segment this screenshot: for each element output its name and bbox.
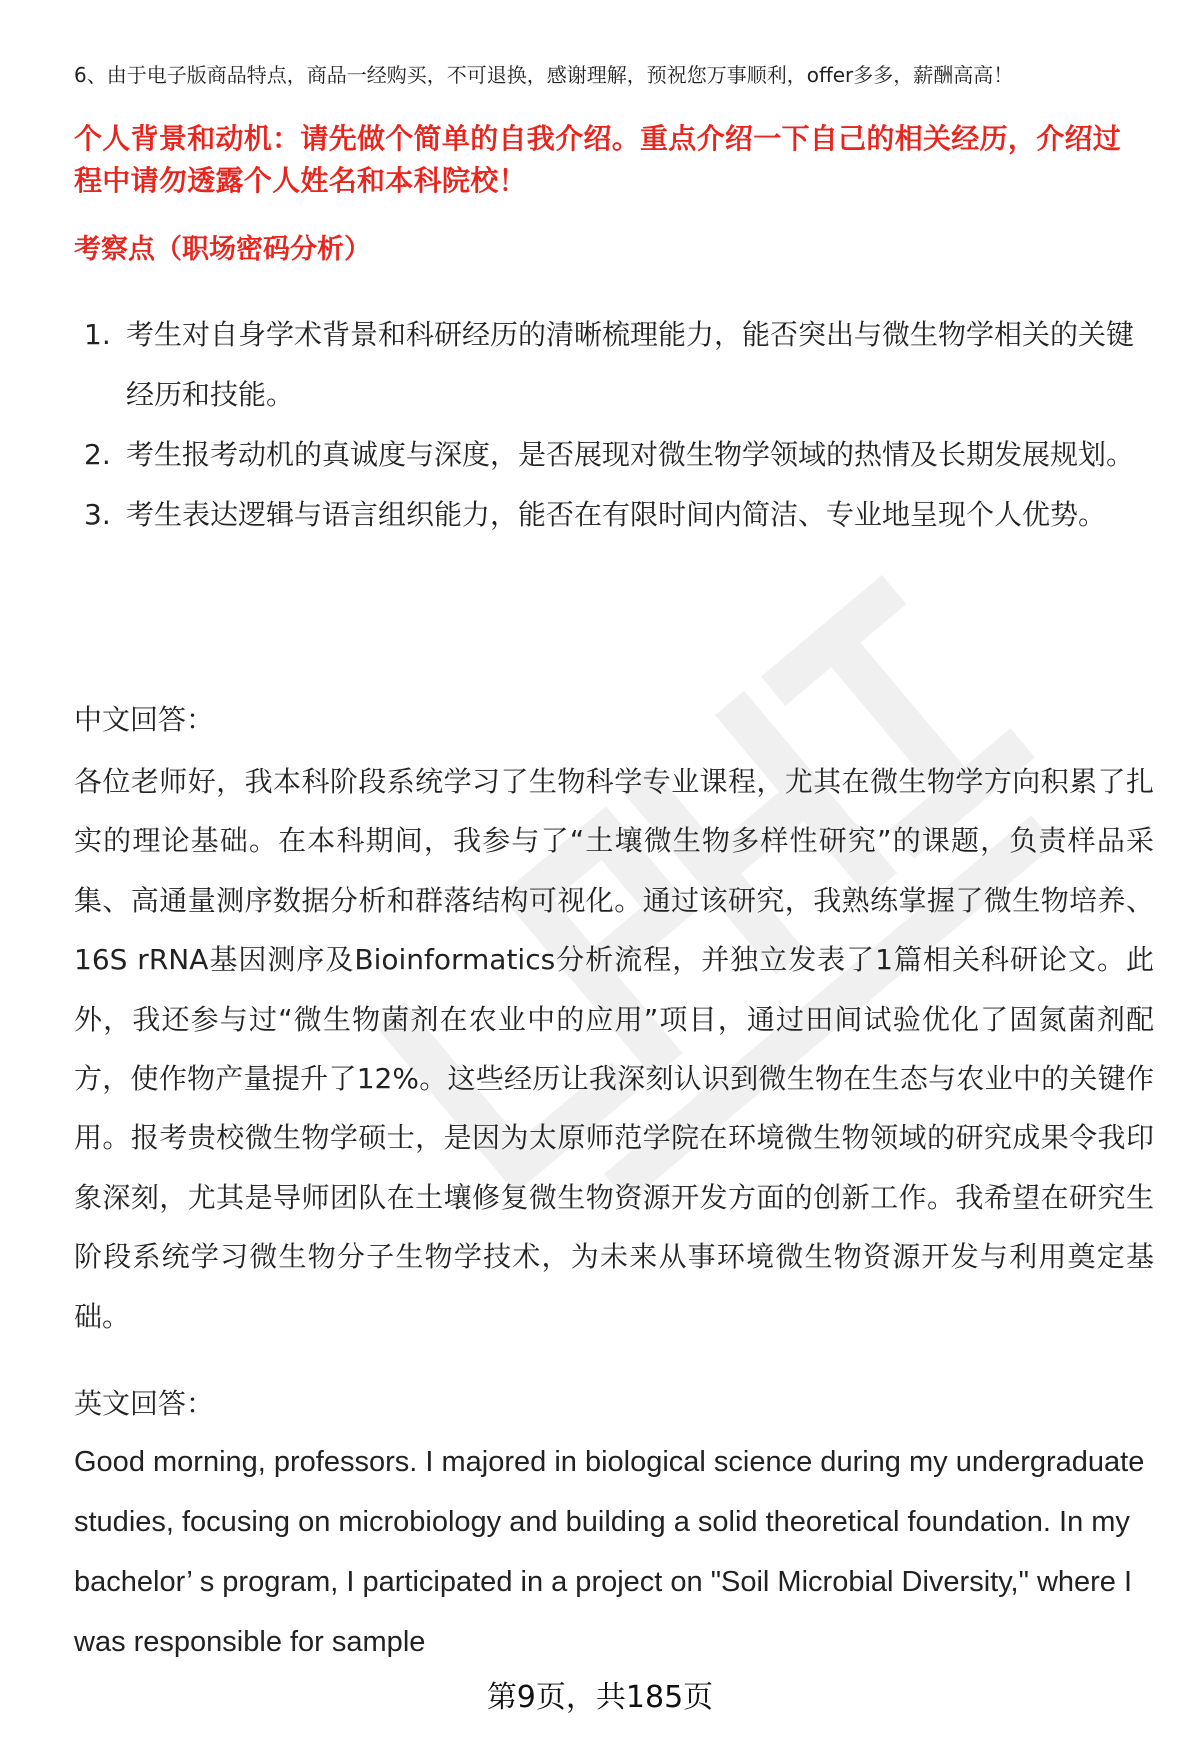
chinese-answer-label: 中文回答： [74, 703, 215, 736]
list-item-text: 考生表达逻辑与语言组织能力，能否在有限时间内简洁、专业地呈现个人优势。 [126, 498, 1107, 531]
list-item-number: 2. [84, 438, 111, 471]
section-title: 考察点（职场密码分析） [74, 234, 371, 265]
english-answer-text: Good morning, professors. I majored in biological science during my undergraduate studies, focusing on microbiology and building a solid theoretical foundation. In my bachelor’ s program, I participated in a project on "Soil Microbial Diversity," where I was responsible for sample [74, 1446, 1145, 1658]
assessment-points-list [74, 305, 1154, 545]
list-item-number: 1. [84, 318, 111, 351]
list-item-text: 考生报考动机的真诚度与深度，是否展现对微生物学领域的热情及长期发展规划。 [126, 438, 1135, 471]
english-answer-label: 英文回答： [74, 1387, 215, 1420]
chinese-answer-text: 各位老师好，我本科阶段系统学习了生物科学专业课程，尤其在微生物学方向积累了扎实的理论基础。在本科期间，我参与了“土壤微生物多样性研究”的课题，负责样品采集、高通量测序数据分析和群落结构可视化。通过该研究，我熟练掌握了微生物培养、16S rRNA基因测序及Bioinformatics分析流程，并独立发表了1篇相关科研论文。此外，我还参与过“微生物菌剂在农业中的应用”项目，通过田间试验优化了固氮菌剂配方，使作物产量提升了12%。这些经历让我深刻认识到微生物在生态与农业中的关键作用。报考贵校微生物学硕士，是因为太原师范学院在环境微生物领域的研究成果令我印象深刻，尤其是导师团队在土壤修复微生物资源开发方面的创新工作。我希望在研究生阶段系统学习微生物分子生物学技术，为未来从事环境微生物资源开发与利用奠定基础。 [74, 765, 1154, 1333]
list-item-number: 3. [84, 498, 111, 531]
list-item [74, 425, 1154, 485]
page-number-footer: 第9页，共185页 [486, 1680, 714, 1715]
list-item [74, 305, 1154, 425]
purchase-notice: 6、由于电子版商品特点，商品一经购买，不可退换，感谢理解，预祝您万事顺利，offer多多，薪酬高高！ [74, 63, 1014, 87]
list-item-text: 考生对自身学术背景和科研经历的清晰梳理能力，能否突出与微生物学相关的关键经历和技能。 [126, 318, 1135, 411]
list-item [74, 485, 1154, 545]
interview-question: 个人背景和动机：请先做个简单的自我介绍。重点介绍一下自己的相关经历，介绍过程中请勿透露个人姓名和本科院校！ [74, 122, 1122, 197]
